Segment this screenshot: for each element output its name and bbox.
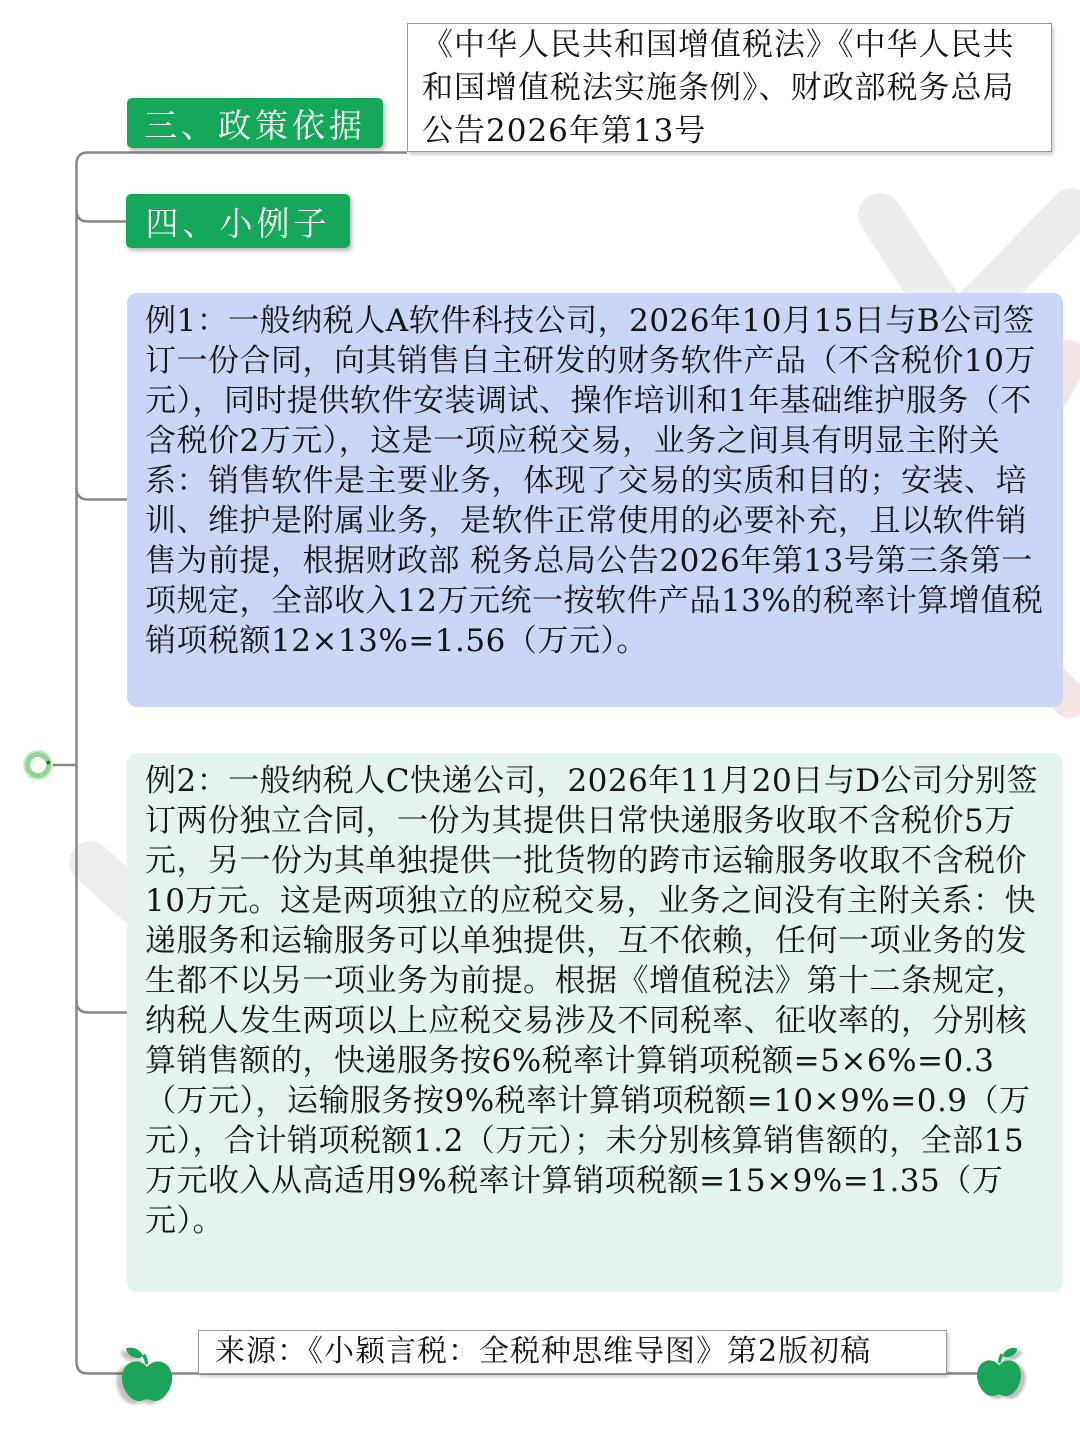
example1-text: 例1：一般纳税人A软件科技公司，2026年10月15日与B公司签订一份合同，向其销售自主研发的财务软件产品（不含税价10万元），同时提供软件安装调试、操作培训和1年基础维护服务（不含税价2万元），这是一项应税交易，业务之间具有明显主附关系：销售软件是主要业务，体现了交易的实质和目的；安装、培训、维护是附属业务，是软件正常使用的必要补充，且以软件销售为前提，根据财政部 税务总局公告2026年第13号第三条第一项规定，全部收入12万元统一按软件产品13%的税率计算增值税销项税额12×13%=1.56（万元）。 xyxy=(145,303,1044,659)
apple-icon-right xyxy=(977,1348,1021,1396)
example1-node[interactable] xyxy=(127,293,1063,707)
branch-example1 xyxy=(77,488,128,500)
example2-node[interactable] xyxy=(127,753,1063,1292)
source-node[interactable] xyxy=(198,1330,947,1374)
example2-text: 例2：一般纳税人C快递公司，2026年11月20日与D公司分别签订两份独立合同，一份为其提供日常快递服务收取不含税价5万元，另一份为其单独提供一批货物的跨市运输服务收取不含税价10万元。这是两项独立的应税交易，业务之间没有主附关系：快递服务和运输服务可以单独提供，互不依赖，任何一项业务的发生都不以另一项业务为前提。根据《增值税法》第十二条规定，纳税人发生两项以上应税交易涉及不同税率、征收率的，分别核算销售额的，快递服务按6%税率计算销项税额=5×6%=0.3（万元），运输服务按9%税率计算销项税额=10×9%=0.9（万元），合计销项税额1.2（万元）；未分别核算销售额的，全部15万元收入从高适用9%税率计算销项税额=15×9%=1.35（万元）。 xyxy=(145,763,1039,1239)
topic-examples[interactable] xyxy=(126,194,350,248)
apple-icon-left xyxy=(122,1348,172,1401)
branch-examples-label xyxy=(77,210,127,222)
source-text: 来源：《小颖言税：全税种思维导图》第2版初稿 xyxy=(215,1334,872,1369)
policy-text: 《中华人民共和国增值税法》《中华人民共和国增值税法实施条例》、财政部税务总局公告2026年第13号 xyxy=(422,27,1015,149)
topic-examples-label: 四、小例子 xyxy=(145,203,331,243)
root-node-circle[interactable] xyxy=(25,752,51,778)
topic-policy-basis-label: 三、政策依据 xyxy=(144,105,366,145)
branch-example2 xyxy=(77,1001,128,1013)
policy-text-node[interactable] xyxy=(407,23,1052,152)
topic-policy-basis[interactable] xyxy=(127,98,383,148)
